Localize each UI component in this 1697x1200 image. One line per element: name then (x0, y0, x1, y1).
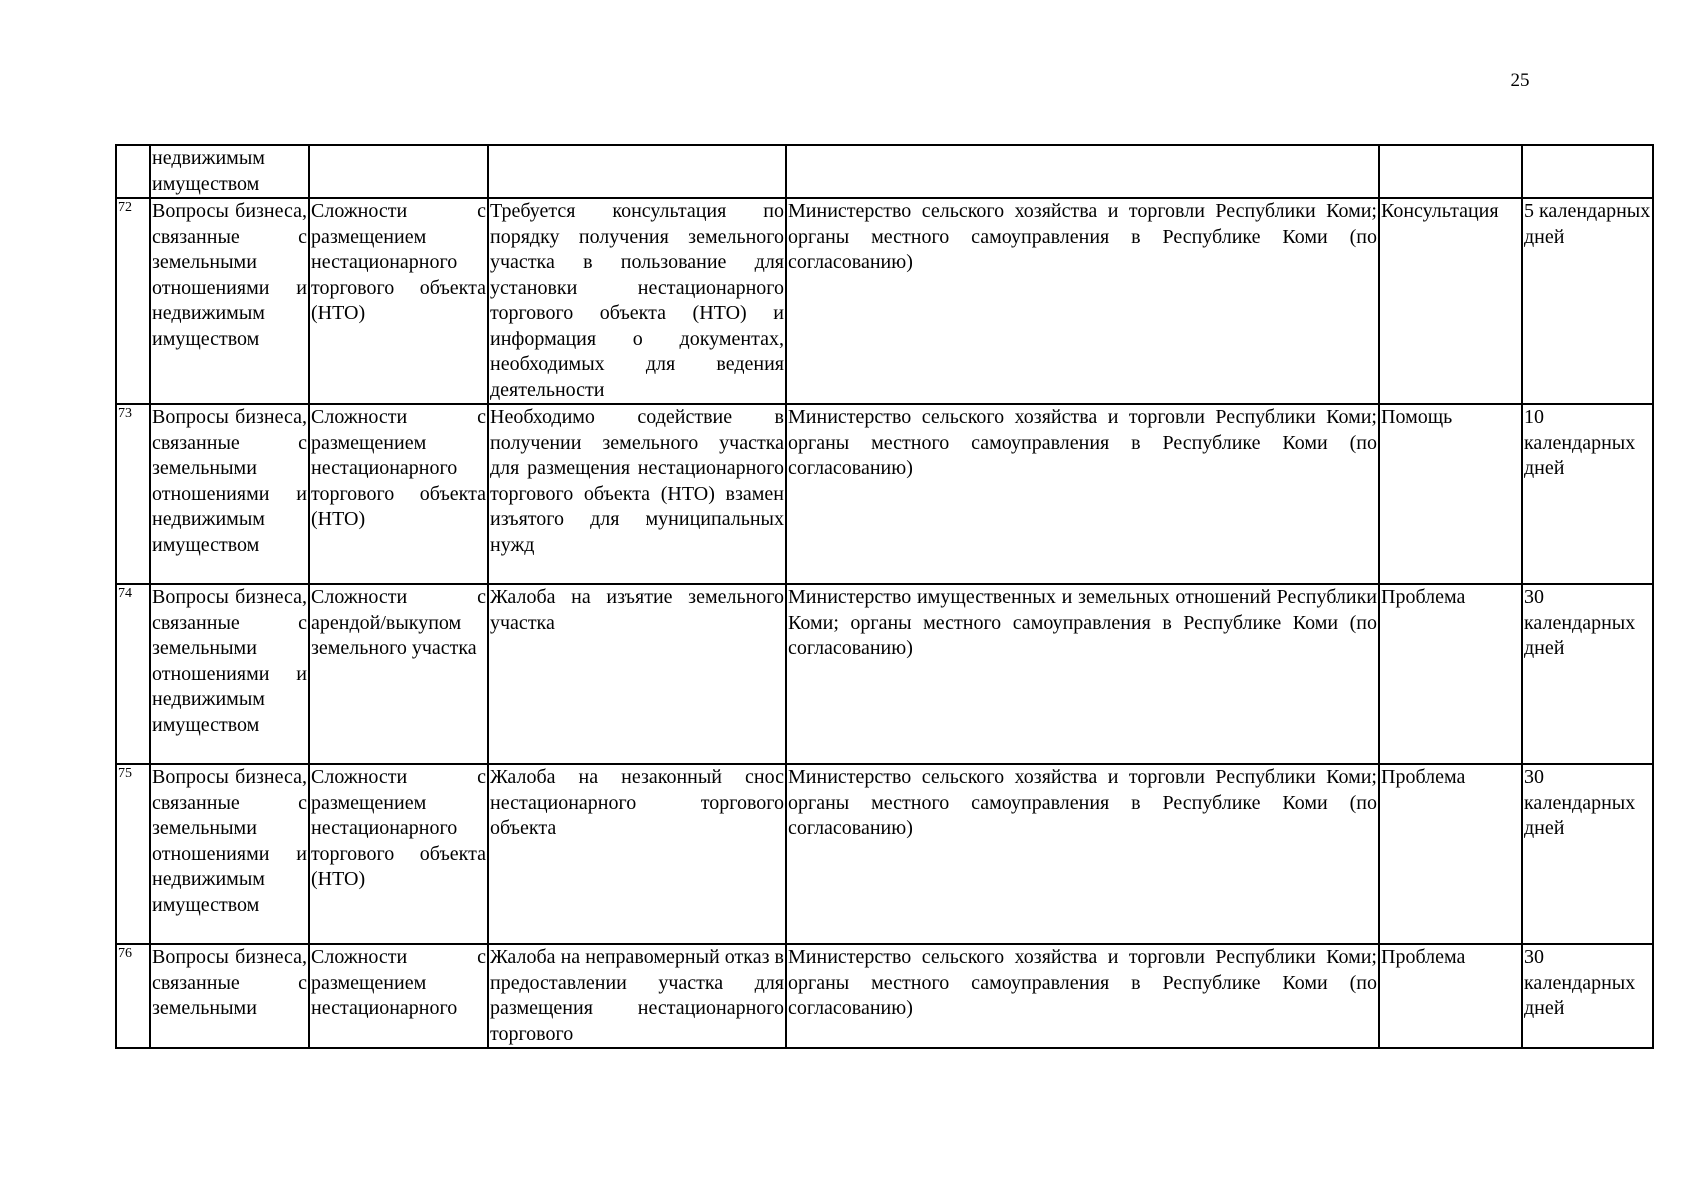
description-cell (488, 145, 786, 198)
table-row (116, 198, 1653, 404)
type-cell: Проблема (1379, 764, 1522, 944)
term-cell (1522, 145, 1653, 198)
term-cell: 10 календарных дней (1522, 404, 1653, 584)
responsible-cell: Министерство имущественных и земельных отношений Республики Коми; органы местного самоуправления в Республике Коми (по согласованию) (786, 584, 1379, 764)
issue-cell: Сложности с размещением нестационарного торгового объекта (НТО) (309, 764, 488, 944)
term-cell: 30 календарных дней (1522, 764, 1653, 944)
page-number: 25 (1510, 70, 1530, 91)
table-row (116, 145, 1653, 198)
topic-cell: Вопросы бизнеса, связанные с земельными отношениями и недвижимым имуществом (150, 764, 309, 944)
table-row (116, 944, 1653, 1048)
responsible-cell (786, 145, 1379, 198)
issue-cell: Сложности с размещением нестационарного (309, 944, 488, 1048)
row-number-cell: 72 (116, 198, 150, 404)
responsible-cell: Министерство сельского хозяйства и торговли Республики Коми; органы местного самоуправления в Республике Коми (по согласованию) (786, 198, 1379, 404)
topic-cell: Вопросы бизнеса, связанные с земельными (150, 944, 309, 1048)
type-cell (1379, 145, 1522, 198)
row-number-cell (116, 145, 150, 198)
description-cell: Необходимо содействие в получении земельного участка для размещения нестационарного торгового объекта (НТО) взамен изъятого для муниципальных нужд (488, 404, 786, 584)
term-cell: 5 календарных дней (1522, 198, 1653, 404)
description-cell: Жалоба на незаконный снос нестационарного торгового объекта (488, 764, 786, 944)
type-cell: Проблема (1379, 944, 1522, 1048)
type-cell: Консультация (1379, 198, 1522, 404)
appeals-table (115, 144, 1654, 1049)
table-row (116, 584, 1653, 764)
row-number-cell: 73 (116, 404, 150, 584)
type-cell: Помощь (1379, 404, 1522, 584)
responsible-cell: Министерство сельского хозяйства и торговли Республики Коми; органы местного самоуправления в Республике Коми (по согласованию) (786, 764, 1379, 944)
term-cell: 30 календарных дней (1522, 944, 1653, 1048)
issue-cell: Сложности с размещением нестационарного торгового объекта (НТО) (309, 404, 488, 584)
topic-cell: недвижимым имуществом (150, 145, 309, 198)
row-number-cell: 75 (116, 764, 150, 944)
description-cell: Требуется консультация по порядку получения земельного участка в пользование для установки нестационарного торгового объекта (НТО) и информация о документах, необходимых для ведения деятельности (488, 198, 786, 404)
topic-cell: Вопросы бизнеса, связанные с земельными отношениями и недвижимым имуществом (150, 584, 309, 764)
table-row (116, 764, 1653, 944)
table-row (116, 404, 1653, 584)
topic-cell: Вопросы бизнеса, связанные с земельными отношениями и недвижимым имуществом (150, 198, 309, 404)
term-cell: 30 календарных дней (1522, 584, 1653, 764)
row-number-cell: 76 (116, 944, 150, 1048)
responsible-cell: Министерство сельского хозяйства и торговли Республики Коми; органы местного самоуправления в Республике Коми (по согласованию) (786, 404, 1379, 584)
description-cell: Жалоба на изъятие земельного участка (488, 584, 786, 764)
row-number-cell: 74 (116, 584, 150, 764)
responsible-cell: Министерство сельского хозяйства и торговли Республики Коми; органы местного самоуправления в Республике Коми (по согласованию) (786, 944, 1379, 1048)
issue-cell: Сложности с арендой/выкупом земельного участка (309, 584, 488, 764)
type-cell: Проблема (1379, 584, 1522, 764)
issue-cell: Сложности с размещением нестационарного торгового объекта (НТО) (309, 198, 488, 404)
topic-cell: Вопросы бизнеса, связанные с земельными отношениями и недвижимым имуществом (150, 404, 309, 584)
issue-cell (309, 145, 488, 198)
description-cell: Жалоба на неправомерный отказ в предоставлении участка для размещения нестационарного торгового (488, 944, 786, 1048)
